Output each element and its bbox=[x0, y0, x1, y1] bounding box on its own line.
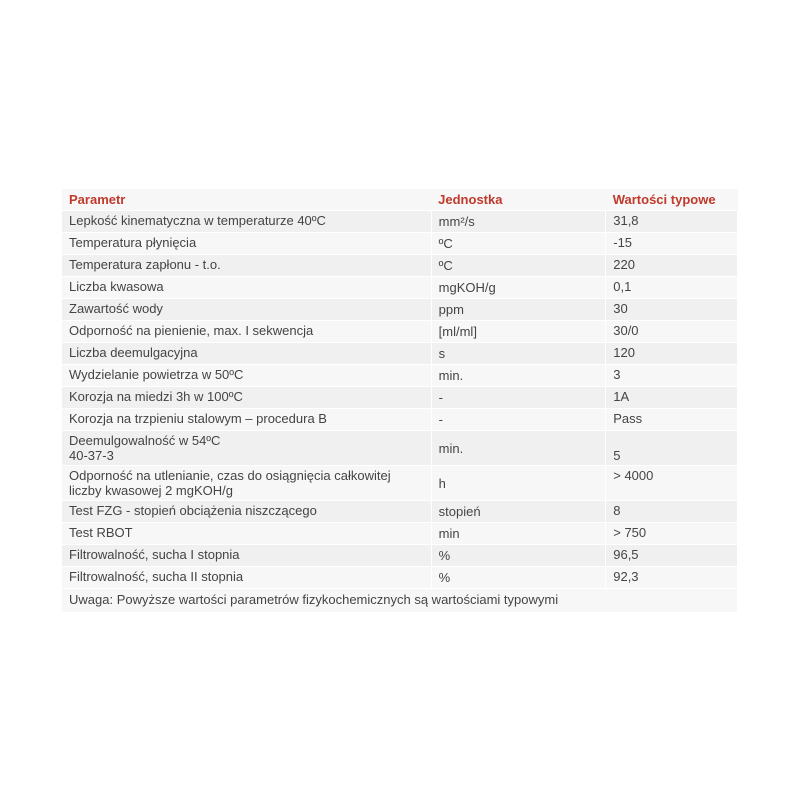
param-cell: Temperatura płynięcia bbox=[62, 233, 431, 255]
param-cell bbox=[62, 431, 431, 466]
header-wartosci: Wartości typowe bbox=[606, 189, 738, 211]
note-text: Uwaga: Powyższe wartości parametrów fizykochemicznych są wartościami typowymi bbox=[62, 589, 738, 613]
value-cell: 96,5 bbox=[606, 545, 738, 567]
unit-cell: ºC bbox=[431, 255, 606, 277]
value-cell: 31,8 bbox=[606, 211, 738, 233]
unit-cell: - bbox=[431, 409, 606, 431]
unit-cell: ppm bbox=[431, 299, 606, 321]
value-cell: 92,3 bbox=[606, 567, 738, 589]
param-cell: Korozja na trzpieniu stalowym – procedura B bbox=[62, 409, 431, 431]
table-row bbox=[62, 545, 738, 567]
value-cell: > 750 bbox=[606, 523, 738, 545]
value-cell: 0,1 bbox=[606, 277, 738, 299]
param-cell: Odporność na pienienie, max. I sekwencja bbox=[62, 321, 431, 343]
table-row bbox=[62, 233, 738, 255]
value-cell: Pass bbox=[606, 409, 738, 431]
param-cell: Liczba kwasowa bbox=[62, 277, 431, 299]
table-row bbox=[62, 211, 738, 233]
param-line-2: 40-37-3 bbox=[69, 448, 114, 463]
param-cell: Zawartość wody bbox=[62, 299, 431, 321]
unit-cell: s bbox=[431, 343, 606, 365]
table-row bbox=[62, 321, 738, 343]
value-cell: 220 bbox=[606, 255, 738, 277]
param-cell: Filtrowalność, sucha I stopnia bbox=[62, 545, 431, 567]
value-cell: 30 bbox=[606, 299, 738, 321]
spec-table bbox=[62, 189, 738, 613]
unit-cell: mm²/s bbox=[431, 211, 606, 233]
value-cell: -15 bbox=[606, 233, 738, 255]
param-cell: Lepkość kinematyczna w temperaturze 40ºC bbox=[62, 211, 431, 233]
value-cell: 120 bbox=[606, 343, 738, 365]
unit-cell: ºC bbox=[431, 233, 606, 255]
table-header-row bbox=[62, 189, 738, 211]
unit-cell: stopień bbox=[431, 501, 606, 523]
table-row bbox=[62, 299, 738, 321]
value-cell: 30/0 bbox=[606, 321, 738, 343]
param-cell: Temperatura zapłonu - t.o. bbox=[62, 255, 431, 277]
table-row bbox=[62, 567, 738, 589]
param-line-1: Odporność na utlenianie, czas do osiągnięcia całkowitej bbox=[69, 468, 391, 483]
value-cell: > 4000 bbox=[606, 466, 738, 501]
param-cell: Test RBOT bbox=[62, 523, 431, 545]
table-row bbox=[62, 365, 738, 387]
param-cell: Wydzielanie powietrza w 50ºC bbox=[62, 365, 431, 387]
unit-cell: min. bbox=[431, 365, 606, 387]
header-parametr: Parametr bbox=[62, 189, 431, 211]
value-cell: 3 bbox=[606, 365, 738, 387]
table-row bbox=[62, 409, 738, 431]
unit-cell: h bbox=[431, 466, 606, 501]
unit-cell: [ml/ml] bbox=[431, 321, 606, 343]
param-cell: Liczba deemulgacyjna bbox=[62, 343, 431, 365]
table-row bbox=[62, 466, 738, 501]
param-cell: Filtrowalność, sucha II stopnia bbox=[62, 567, 431, 589]
value-cell: 5 bbox=[606, 431, 738, 466]
unit-cell: min. bbox=[431, 431, 606, 466]
unit-cell: % bbox=[431, 545, 606, 567]
value-cell: 8 bbox=[606, 501, 738, 523]
table-row bbox=[62, 387, 738, 409]
value-cell: 1A bbox=[606, 387, 738, 409]
unit-cell: mgKOH/g bbox=[431, 277, 606, 299]
table-row bbox=[62, 255, 738, 277]
param-line-2: liczby kwasowej 2 mgKOH/g bbox=[69, 483, 233, 498]
unit-cell: - bbox=[431, 387, 606, 409]
param-line-1: Deemulgowalność w 54ºC bbox=[69, 433, 221, 448]
param-cell bbox=[62, 466, 431, 501]
header-jednostka: Jednostka bbox=[431, 189, 606, 211]
table-row bbox=[62, 343, 738, 365]
table-row bbox=[62, 431, 738, 466]
table-row bbox=[62, 277, 738, 299]
table-row bbox=[62, 523, 738, 545]
param-cell: Test FZG - stopień obciążenia niszczącego bbox=[62, 501, 431, 523]
unit-cell: % bbox=[431, 567, 606, 589]
param-cell: Korozja na miedzi 3h w 100ºC bbox=[62, 387, 431, 409]
table-row bbox=[62, 501, 738, 523]
unit-cell: min bbox=[431, 523, 606, 545]
note-row bbox=[62, 589, 738, 613]
